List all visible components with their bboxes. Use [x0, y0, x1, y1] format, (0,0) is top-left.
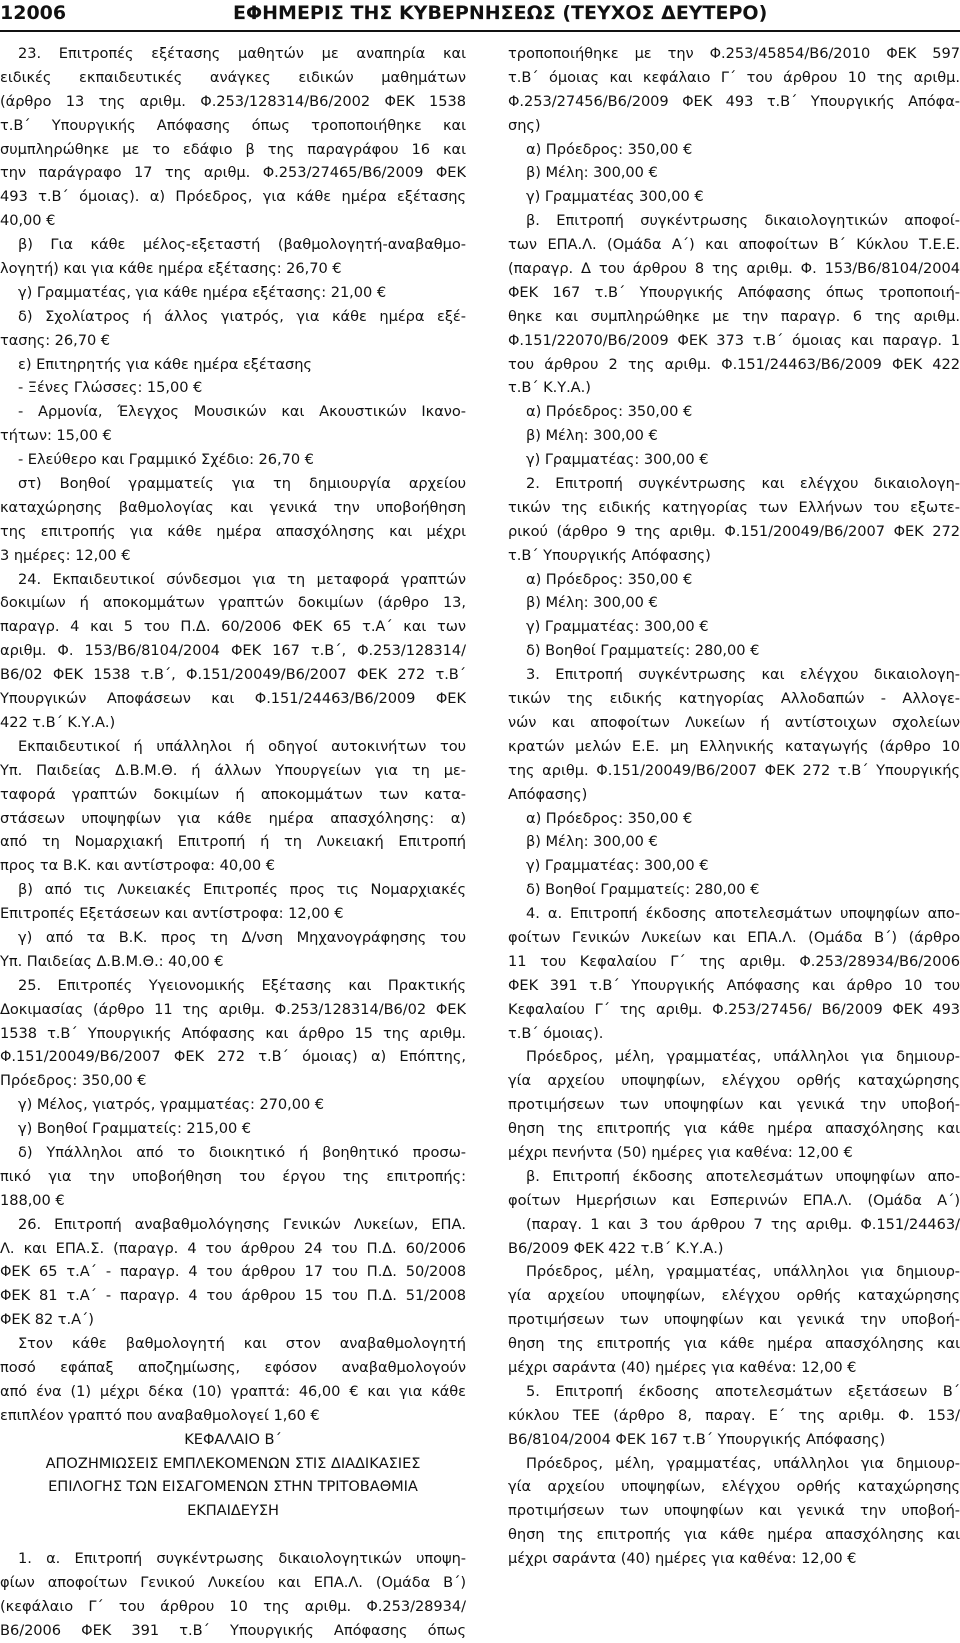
text-line: του άρθρου 2 της αριθμ. Φ.151/24463/Β6/2009 ΦΕΚ 422 [508, 355, 960, 373]
text-line: γία αρχείου υποψηφίων, ελέγχου ορθής καταχώρησης [508, 1072, 960, 1090]
text-line: κρατών μελών Ε.Ε. μη Ελληνικής καταγωγής (άρθρο 10 [508, 737, 960, 755]
text-line: 40,00 € [0, 212, 56, 230]
text-line: θηση της επιτροπής για κάθε ημέρα απασχόλησης και [508, 1526, 960, 1544]
text-line: 5. Επιτροπή έκδοσης αποτελεσμάτων εξετάσεων Β΄ [526, 1382, 960, 1400]
text-line: συμπληρώθηκε με το εδάφιο β της παραγράφου 16 και [0, 140, 466, 158]
text-line: ΦΕΚ 81 τ.Α΄ - παραγρ. 4 του άρθρου 15 του Π.Δ. 51/2008 [0, 1287, 466, 1305]
text-line: Εκπαιδευτικοί ή υπάλληλοι ή οδηγοί αυτοκινήτων του [18, 737, 466, 755]
text-line: ε) Επιτηρητής για κάθε ημέρα εξέτασης [18, 355, 312, 373]
text-line: β) Για κάθε μέλος-εξεταστή (βαθμολογητή-αναβαθμο- [18, 236, 466, 254]
text-line: καταχώρησης βαθμολογίας και γενικά την υποβοήθηση [0, 498, 466, 516]
text-line: κύκλου ΤΕΕ (άρθρο 8, παραγ. Ε΄ της αριθμ. Φ. 153/ [508, 1406, 960, 1424]
text-line: Πρόεδρος, μέλη, γραμματέας, υπάλληλοι για δημιουρ- [526, 1454, 960, 1472]
text-line: νών και αποφοίτων Λυκείων ή αντίστοιχων σχολείων [508, 713, 960, 731]
text-line: 1. α. Επιτροπή συγκέντρωσης δικαιολογητικών υποψη- [18, 1550, 466, 1568]
text-line: - Αρμονία, Έλεγχος Μουσικών και Ακουστικών Ικανο- [18, 403, 466, 421]
text-line: 1538 τ.Β΄ Υπουργικής Απόφασης και άρθρο 15 της αριθμ. [0, 1024, 466, 1042]
text-line: Φ.151/22070/Β6/2009 ΦΕΚ 373 τ.Β΄ όμοιας και παραγρ. 1 [508, 331, 960, 349]
text-line: γ) Γραμματέας: 300,00 € [526, 857, 709, 875]
text-line: Φ.253/27456/Β6/2009 ΦΕΚ 493 τ.Β΄ Υπουργικής Απόφα- [508, 92, 960, 110]
text-line: γ) Γραμματέας 300,00 € [526, 188, 704, 206]
text-line: α) Πρόεδρος: 350,00 € [526, 570, 693, 588]
text-line: 3 ημέρες: 12,00 € [0, 546, 131, 564]
text-line: μέχρι σαράντα (40) ημέρες για καθένα: 12,00 € [508, 1358, 857, 1376]
text-line: φοίτων Ημερήσιων και Εσπερινών ΕΠΑ.Λ. (Ομάδα Α΄) [508, 1191, 960, 1209]
text-line: σης) [508, 116, 541, 134]
page-header [0, 0, 960, 36]
text-line: - Ελεύθερο και Γραμμικό Σχέδιο: 26,70 € [18, 451, 314, 469]
text-line: α) Πρόεδρος: 350,00 € [526, 140, 693, 158]
text-line: γία αρχείου υποψηφίων, ελέγχου ορθής καταχώρησης [508, 1287, 960, 1305]
text-line: Λ. και ΕΠΑ.Σ. (παραγρ. 4 του άρθρου 24 του Π.Δ. 60/2006 [0, 1239, 466, 1257]
text-line: β) Μέλη: 300,00 € [526, 164, 658, 182]
text-line: 4. α. Επιτροπή έκδοσης αποτελεσμάτων υποψηφίων απο- [526, 905, 960, 923]
text-line: β) Μέλη: 300,00 € [526, 427, 658, 445]
text-line: Β6/02 ΦΕΚ 1538 τ.Β΄, Φ.151/20049/Β6/2007 ΦΕΚ 272 τ.Β΄ [0, 666, 466, 684]
header-divider [0, 30, 960, 32]
text-line: τ.Β΄ Υπουργικής Απόφασης όπως τροποποιήθηκε και [0, 116, 466, 134]
text-line: Υπ. Παιδείας Δ.Β.Μ.Θ. ή άλλων Υπουργείων για τη με- [0, 761, 466, 779]
right-text-column [508, 42, 960, 1571]
text-line: γ) Γραμματέας: 300,00 € [526, 618, 709, 636]
text-line: Β6/8104/2004 ΦΕΚ 167 τ.Β΄ Υπουργικής Απόφασης) [508, 1430, 886, 1448]
left-text-column [0, 42, 466, 1643]
text-line: (κεφάλαιο Γ΄ του άρθρου 10 της αριθμ. Φ.253/28934/ [0, 1597, 466, 1615]
text-line: φοίτων Γενικών Λυκείων και ΕΠΑ.Λ. (Ομάδα Β΄) (άρθρο [508, 928, 960, 946]
text-line: γ) Γραμματέας, για κάθε ημέρα εξέτασης: 21,00 € [18, 283, 387, 301]
text-line: ΦΕΚ 167 τ.Β΄ Υπουργικής Απόφασης όπως τροποποιή- [508, 283, 960, 301]
text-line: δ) Βοηθοί Γραμματείς: 280,00 € [526, 642, 760, 660]
text-line: τροποποιήθηκε με την Φ.253/45854/Β6/2010 ΦΕΚ 597 [508, 45, 960, 62]
text-line: Β6/2006 ΦΕΚ 391 τ.Β΄ Υπουργικής Απόφασης όπως [0, 1621, 466, 1639]
text-line: Απόφασης) [508, 785, 588, 803]
text-line: γ) Βοηθοί Γραμματείς: 215,00 € [18, 1120, 252, 1138]
text-line: ειδικές εκπαιδευτικές ανάγκες ειδικών μαθημάτων [0, 68, 466, 86]
text-line: θηκε και συμπληρώθηκε με την παραγρ. 6 της αριθμ. [508, 307, 960, 325]
text-line: Πρόεδρος: 350,00 € [0, 1072, 147, 1090]
text-line: Φ.151/20049/Β6/2007 ΦΕΚ 272 τ.Β΄ όμοιας) α) Επόπτης, [0, 1048, 466, 1066]
text-line: 3. Επιτροπή συγκέντρωσης και ελέγχου δικαιολογη- [526, 666, 960, 684]
text-line: τ.Β΄ όμοιας). [508, 1024, 604, 1042]
text-line: Κεφαλαίου Γ΄ της αριθμ. Φ.253/27456/ Β6/2009 ΦΕΚ 493 [508, 1000, 960, 1018]
text-line: προτιμήσεων των υποψηφίων και γενικά την υποβοή- [508, 1311, 960, 1329]
text-line: β) από τις Λυκειακές Επιτροπές προς τις Νομαρχιακές [18, 881, 466, 899]
text-line: Πρόεδρος, μέλη, γραμματέας, υπάλληλοι για δημιουρ- [526, 1048, 960, 1066]
text-line: δοκιμίων ή αποκομμάτων γραπτών δοκιμίων (άρθρο 13, [0, 594, 466, 612]
text-line: δ) Σχολίατρος ή άλλος γιατρός, για κάθε ημέρα εξέ- [18, 307, 466, 325]
text-line: τ.Β΄ Υπουργικής Απόφασης) [508, 546, 711, 564]
text-line: την παράγραφο 17 της αριθμ. Φ.253/27465/Β6/2009 ΦΕΚ [0, 164, 466, 182]
text-line: της αριθμ. Φ.151/20049/Β6/2007 ΦΕΚ 272 τ.Β΄ Υπουργικής [508, 761, 960, 779]
text-line: 11 του Κεφαλαίου Γ΄ της αριθμ. Φ.253/28934/Β6/2006 [508, 952, 960, 970]
text-line: Επιτροπές Εξετάσεων και αντίστροφα: 12,00 € [0, 905, 344, 923]
text-line: 26. Επιτροπή αναβαθμολόγησης Γενικών Λυκείων, ΕΠΑ. [18, 1215, 466, 1233]
text-line: 2. Επιτροπή συγκέντρωσης και ελέγχου δικαιολογη- [526, 475, 960, 493]
text-line: β. Επιτροπή συγκέντρωσης δικαιολογητικών αποφοί- [526, 212, 960, 230]
text-line: β. Επιτροπή έκδοσης αποτελεσμάτων υποψηφίων απο- [526, 1167, 960, 1185]
text-line: α) Πρόεδρος: 350,00 € [526, 809, 693, 827]
text-line: 493 τ.Β΄ όμοιας). α) Πρόεδρος, για κάθε ημέρα εξέτασης [0, 188, 466, 206]
text-line: Υπ. Παιδείας Δ.Β.Μ.Θ.: 40,00 € [0, 952, 224, 970]
text-line: Στον κάθε βαθμολογητή και στον αναβαθμολογητή [18, 1335, 466, 1353]
text-line: θηση της επιτροπής για κάθε ημέρα απασχόλησης και [508, 1335, 960, 1353]
text-line: ΑΠΟΖΗΜΙΩΣΕΙΣ ΕΜΠΛΕΚΟΜΕΝΩΝ ΣΤΙΣ ΔΙΑΔΙΚΑΣΙΕΣ [45, 1454, 421, 1472]
text-line: λογητή) και για κάθε ημέρα εξέτασης: 26,70 € [0, 260, 342, 278]
text-line: ποσό εφάπαξ αποζημίωσης, εφόσον αναβαθμολογούν [0, 1358, 466, 1376]
text-line: επιπλέον γραπτό που αναβαθμολογεί 1,60 € [0, 1406, 320, 1424]
text-line: τασης: 26,70 € [0, 331, 111, 349]
text-line: 25. Επιτροπές Υγειονομικής Εξέτασης και Πρακτικής [18, 976, 466, 994]
text-line: β) Μέλη: 300,00 € [526, 833, 658, 851]
text-line: ΦΕΚ 82 τ.Α΄) [0, 1311, 94, 1329]
text-line: πικό για την υποβοήθηση του έργου της επιτροπής: [0, 1167, 466, 1185]
text-line: ρικού (άρθρο 9 της αριθμ. Φ.151/20049/Β6/2007 ΦΕΚ 272 [508, 522, 960, 540]
text-line: ταφορά γραπτών δοκιμίων ή αποκομμάτων των κατα- [0, 785, 466, 803]
text-line: των ΕΠΑ.Λ. (Ομάδα Α΄) και αποφοίτων Β΄ Κύκλου Τ.Ε.Ε. [508, 236, 960, 254]
text-line: γ) Μέλος, γιατρός, γραμματέας: 270,00 € [18, 1096, 325, 1114]
page-number: 12006 [0, 2, 67, 24]
text-line: ΕΠΙΛΟΓΗΣ ΤΩΝ ΕΙΣΑΓΟΜΕΝΩΝ ΣΤΗΝ ΤΡΙΤΟΒΑΘΜΙΑ [48, 1478, 418, 1496]
text-line: ΚΕΦΑΛΑΙΟ Β΄ [184, 1430, 282, 1448]
text-line: δ) Βοηθοί Γραμματείς: 280,00 € [526, 881, 760, 899]
text-line: από τη Νομαρχιακή Επιτροπή ή τη Λυκειακή Επιτροπή [0, 833, 466, 851]
text-line: στ) Βοηθοί γραμματείς για τη δημιουργία αρχείου [18, 475, 466, 493]
text-line: ΕΚΠΑΙΔΕΥΣΗ [187, 1502, 279, 1520]
text-line: θηση της επιτροπής για κάθε ημέρα απασχόλησης και [508, 1120, 960, 1138]
text-line: 24. Εκπαιδευτικοί σύνδεσμοι για τη μεταφορά γραπτών [18, 570, 466, 588]
text-line: παραγρ. 4 και 5 του Π.Δ. 60/2006 ΦΕΚ 65 τ.Α΄ και των [0, 618, 466, 636]
text-line: β) Μέλη: 300,00 € [526, 594, 658, 612]
text-line: α) Πρόεδρος: 350,00 € [526, 403, 693, 421]
text-line: μέχρι σαράντα (40) ημέρες για καθένα: 12,00 € [508, 1550, 857, 1568]
text-line: Υπουργικών Αποφάσεων και Φ.151/24463/Β6/2009 ΦΕΚ [0, 690, 466, 708]
text-line: 422 τ.Β΄ Κ.Υ.Α.) [0, 713, 116, 731]
text-line: γ) από τα Β.Κ. προς τη Δ/νση Μηχανογράφησης του [18, 928, 466, 946]
text-line: της επιτροπής για κάθε ημέρα απασχόλησης και μέχρι [0, 522, 466, 540]
text-line: ΦΕΚ 65 τ.Α΄ - παραγρ. 4 του άρθρου 17 του Π.Δ. 50/2008 [0, 1263, 466, 1281]
text-line: Πρόεδρος, μέλη, γραμματέας, υπάλληλοι για δημιουρ- [526, 1263, 960, 1281]
text-line: γία αρχείου υποψηφίων, ελέγχου ορθής καταχώρησης [508, 1478, 960, 1496]
text-line: προς τα Β.Κ. και αντίστροφα: 40,00 € [0, 857, 275, 875]
text-line: τικών της ειδικής κατηγορίας Αλλοδαπών - Αλλογε- [508, 690, 960, 708]
text-line: στάσεων υποψηφίων για κάθε ημέρα απασχόλησης: α) [0, 809, 466, 827]
text-line: τικών της ειδικής κατηγορίας των Ελλήνων του εξωτε- [508, 498, 960, 516]
text-line: τ.Β΄ Κ.Υ.Α.) [508, 379, 591, 397]
text-line: φίων αποφοίτων Γενικού Λυκείου και ΕΠΑ.Λ. (Ομάδα Β΄) [0, 1574, 466, 1591]
text-line: προτιμήσεων των υποψηφίων και γενικά την υποβοή- [508, 1096, 960, 1114]
text-line: Β6/2009 ΦΕΚ 422 τ.Β΄ Κ.Υ.Α.) [508, 1239, 724, 1257]
text-line: τ.Β΄ όμοιας και κεφάλαιο Γ΄ του άρθρου 10 της αριθμ. [508, 68, 960, 86]
text-line: μέχρι πενήντα (50) ημέρες για καθένα: 12,00 € [508, 1143, 853, 1161]
text-line [0, 1523, 466, 1547]
text-line: (άρθρο 13 της αριθμ. Φ.253/128314/Β6/2002 ΦΕΚ 1538 [0, 92, 466, 110]
text-line: 188,00 € [0, 1191, 65, 1209]
text-line: δ) Υπάλληλοι από το διοικητικό ή βοηθητικό προσω- [18, 1143, 466, 1161]
text-line: προτιμήσεων των υποψηφίων και γενικά την υποβοή- [508, 1502, 960, 1520]
text-line: 23. Επιτροπές εξέτασης μαθητών με αναπηρία και [18, 45, 466, 62]
text-line: αριθμ. Φ. 153/Β6/8104/2004 ΦΕΚ 167 τ.Β΄, Φ.253/128314/ [0, 642, 466, 660]
text-line: Δοκιμασίας (άρθρο 11 της αριθμ. Φ.253/128314/Β6/02 ΦΕΚ [0, 1000, 466, 1018]
text-line: (παραγρ. Δ του άρθρου 8 της αριθμ. Φ. 153/Β6/8104/2004 [508, 260, 960, 278]
text-line: - Ξένες Γλώσσες: 15,00 € [18, 379, 203, 397]
text-line: (παραγ. 1 και 3 του άρθρου 7 της αριθμ. Φ.151/24463/ [526, 1215, 960, 1233]
text-line: γ) Γραμματέας: 300,00 € [526, 451, 709, 469]
text-line: ΦΕΚ 391 τ.Β΄ Υπουργικής Απόφασης και άρθρο 10 του [508, 976, 960, 994]
gazette-title: ΕΦΗΜΕΡΙΣ ΤΗΣ ΚΥΒΕΡΝΗΣΕΩΣ (ΤΕΥΧΟΣ ΔΕΥΤΕΡΟ) [233, 2, 768, 24]
text-line: τήτων: 15,00 € [0, 427, 112, 445]
text-line: από ένα (1) μέχρι δέκα (10) γραπτά: 46,00 € και για κάθε [0, 1382, 466, 1400]
